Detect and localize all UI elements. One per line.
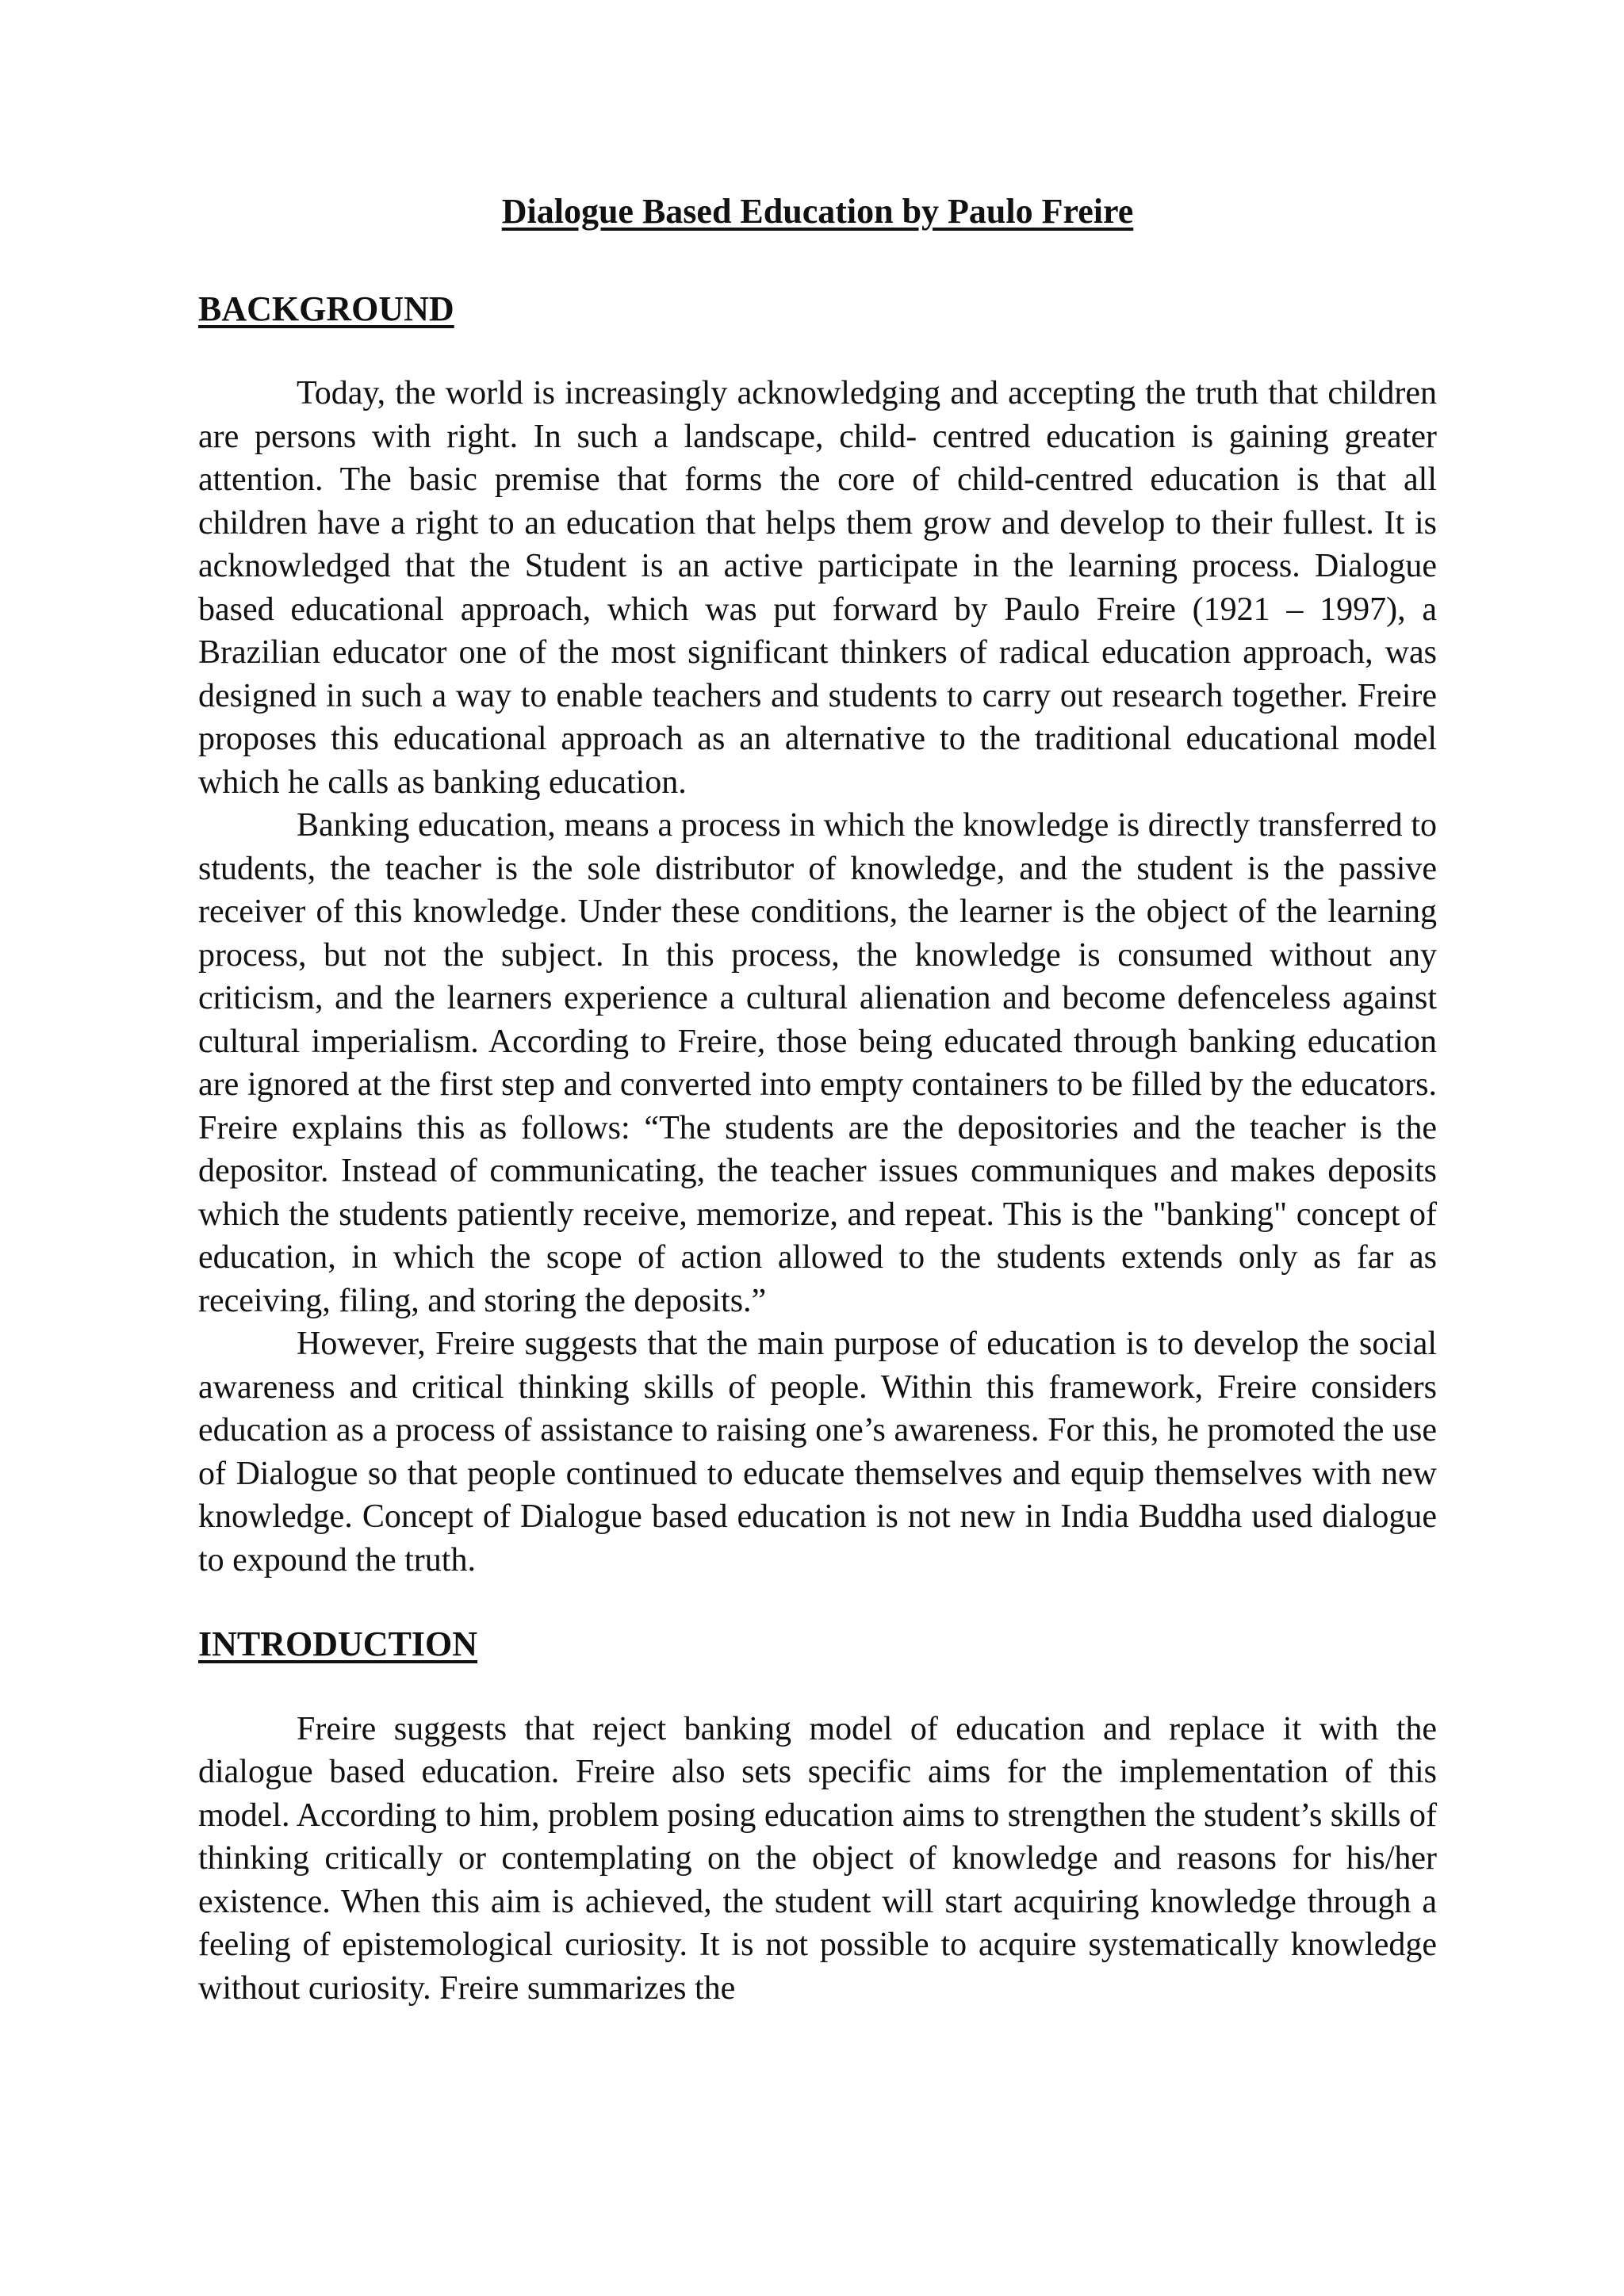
paragraph: Banking education, means a process in which the knowledge is directly transferred to students, the teacher is the sole distributor of knowledge, and the student is the passive receiver of this knowledge. Under these conditions, the learner is the object of the learning process, but not the subject. In this process, the knowledge is consumed without any criticism, and the learners experience a cultural alienation and become defenceless against cultural imperialism. According to Freire, those being educated through banking education are ignored at the first step and converted into empty containers to be filled by the educators. Freire explains this as follows: “The students are the depositories and the teacher is the depositor. Instead of communicating, the teacher issues communiques and makes deposits which the students patiently receive, memorize, and repeat. This is the "banking" concept of education, in which the scope of action allowed to the students extends only as far as receiving, filing, and storing the deposits.” <box>198 807 1437 1319</box>
section-heading-background: BACKGROUND <box>198 289 454 328</box>
section-heading-introduction: INTRODUCTION <box>198 1624 478 1663</box>
section-spacer <box>198 1582 1437 1623</box>
paragraph: Freire suggests that reject banking model of education and replace it with the dialogue based education. Freire also sets specific aims for the implementation of this model. According to him, problem posing education aims to strengthen the student’s skills of thinking critically or contemplating on the object of knowledge and reasons for his/her existence. When this aim is achieved, the student will start acquiring knowledge through a feeling of epistemological curiosity. It is not possible to acquire systematically knowledge without curiosity. Freire summarizes the <box>198 1710 1437 2007</box>
document-title: Dialogue Based Education by Paulo Freire <box>501 192 1134 231</box>
paragraph: However, Freire suggests that the main purpose of education is to develop the social awareness and critical thinking skills of people. Within this framework, Freire considers education as a process of assistance to raising one’s awareness. For this, he promoted the use of Dialogue so that people continued to educate themselves and equip themselves with new knowledge. Concept of Dialogue based education is not new in India Buddha used dialogue to expound the truth. <box>198 1326 1437 1578</box>
paragraph: Today, the world is increasingly acknowledging and accepting the truth that children are persons with right. In such a landscape, child- centred education is gaining greater attention. The basic premise that forms the core of child-centred education is that all children have a right to an education that helps them grow and develop to their fullest. It is acknowledged that the Student is an active participate in the learning process. Dialogue based educational approach, which was put forward by Paulo Freire (1921 – 1997), a Brazilian educator one of the most significant thinkers of radical education approach, was designed in such a way to enable teachers and students to carry out research together. Freire proposes this educational approach as an alternative to the traditional educational model which he calls as banking education. <box>198 375 1437 801</box>
document-page <box>198 190 1437 2010</box>
